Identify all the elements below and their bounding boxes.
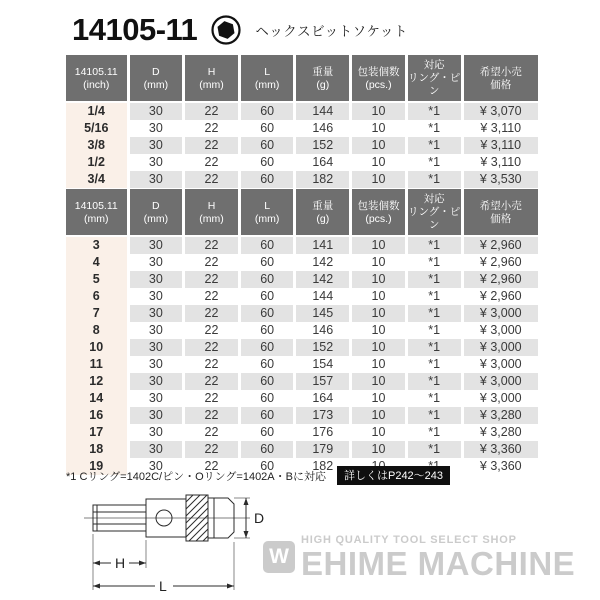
value-cell: 144 [295,288,351,305]
column-header [66,189,128,236]
column-header [406,55,462,102]
column-header [66,55,128,102]
size-cell: 3/8 [66,137,128,154]
value-cell: 10 [351,120,407,137]
column-header-line2: 価格 [490,78,512,91]
value-cell: 30 [128,390,184,407]
value-cell: 60 [239,137,295,154]
value-cell: ¥ 3,000 [462,339,538,356]
dimension-diagram [38,490,288,600]
value-cell: ¥ 2,960 [462,288,538,305]
value-cell: 30 [128,120,184,137]
value-cell: 10 [351,236,407,254]
table-row [66,339,538,356]
column-header-line2: 価格 [490,212,512,225]
value-cell: 30 [128,356,184,373]
value-cell: 10 [351,356,407,373]
table-row [66,271,538,288]
column-header-line2: (mm) [199,78,224,91]
size-cell: 6 [66,288,128,305]
column-header [462,189,538,236]
value-cell: 60 [239,171,295,188]
value-cell: 10 [351,288,407,305]
value-cell: 60 [239,154,295,171]
column-header-line1: H [207,65,216,78]
column-header-line2: (mm) [84,212,109,225]
value-cell: 157 [295,373,351,390]
value-cell: 164 [295,154,351,171]
value-cell: 10 [351,424,407,441]
value-cell: 10 [351,171,407,188]
size-cell: 7 [66,305,128,322]
size-cell: 4 [66,254,128,271]
table-row [66,390,538,407]
table-row [66,322,538,339]
value-cell: 30 [128,271,184,288]
value-cell: 22 [184,236,240,254]
size-cell: 18 [66,441,128,458]
table-row [66,171,538,188]
table-row [66,254,538,271]
value-cell: ¥ 3,280 [462,407,538,424]
watermark-text [301,534,575,580]
size-cell: 3/4 [66,171,128,188]
value-cell: 60 [239,288,295,305]
size-cell: 10 [66,339,128,356]
watermark [263,534,600,580]
column-header [239,189,295,236]
value-cell: 22 [184,288,240,305]
value-cell: *1 [406,424,462,441]
value-cell: 60 [239,407,295,424]
value-cell: 60 [239,390,295,407]
value-cell: 144 [295,102,351,120]
value-cell: 10 [351,271,407,288]
value-cell: 10 [351,154,407,171]
footnote-text: *1 Cリング=1402C/ピン・Oリング=1402A・Bに対応 [66,470,326,483]
value-cell: 10 [351,441,407,458]
value-cell: *1 [406,254,462,271]
table-row [66,236,538,254]
column-header-line2: (mm) [254,212,280,225]
value-cell: 30 [128,154,184,171]
column-header-line1: 対応 [423,193,445,205]
value-cell: 22 [184,407,240,424]
value-cell: 60 [239,458,295,475]
value-cell: *1 [406,339,462,356]
value-cell: 22 [184,171,240,188]
value-cell: 60 [239,102,295,120]
value-cell: ¥ 3,360 [462,441,538,458]
value-cell: 30 [128,339,184,356]
value-cell: 30 [128,236,184,254]
size-cell: 1/4 [66,102,128,120]
value-cell: 141 [295,236,351,254]
value-cell: 22 [184,441,240,458]
value-cell: 60 [239,120,295,137]
column-header-line1: 14105.11 [74,199,118,212]
value-cell: 60 [239,441,295,458]
value-cell: 60 [239,339,295,356]
column-header-line2: リング・ピン [407,206,461,231]
value-cell: ¥ 3,070 [462,102,538,120]
value-cell: 173 [295,407,351,424]
size-cell: 12 [66,373,128,390]
value-cell: 60 [239,254,295,271]
value-cell: *1 [406,407,462,424]
value-cell: 30 [128,424,184,441]
table-row [66,424,538,441]
column-header-line1: D [152,65,160,78]
watermark-logo-icon [263,541,295,573]
value-cell: *1 [406,322,462,339]
value-cell: 30 [128,407,184,424]
column-header-line1: 希望小売 [479,65,522,78]
value-cell: 30 [128,322,184,339]
column-header [351,189,407,236]
value-cell: 30 [128,102,184,120]
value-cell: ¥ 2,960 [462,271,538,288]
watermark-logo-letter: W [269,545,289,568]
dimension-label-d: D [254,510,265,526]
value-cell: ¥ 3,110 [462,120,538,137]
value-cell: ¥ 3,000 [462,305,538,322]
column-header [128,189,184,236]
column-header [184,55,240,102]
value-cell: 30 [128,441,184,458]
value-cell: 182 [295,458,351,475]
value-cell: 60 [239,322,295,339]
dimension-label-h: H [115,555,126,571]
value-cell: 22 [184,424,240,441]
value-cell: 10 [351,322,407,339]
value-cell: 176 [295,424,351,441]
value-cell: *1 [406,137,462,154]
value-cell: *1 [406,356,462,373]
column-header-line2: (g) [316,212,330,225]
table-row [66,356,538,373]
value-cell: 22 [184,390,240,407]
value-cell: 10 [351,137,407,154]
column-header-line2: (mm) [254,78,280,91]
size-cell: 17 [66,424,128,441]
column-header-line1: 包装個数 [357,65,400,78]
value-cell: 22 [184,305,240,322]
title-row [72,12,408,48]
column-header-line2: (pcs.) [365,212,392,225]
value-cell: 152 [295,339,351,356]
value-cell: 146 [295,120,351,137]
table-row [66,288,538,305]
column-header [128,55,184,102]
table-row [66,407,538,424]
value-cell: *1 [406,236,462,254]
value-cell: 182 [295,171,351,188]
value-cell: 10 [351,407,407,424]
footnote [66,466,450,485]
value-cell: 10 [351,102,407,120]
value-cell: 142 [295,271,351,288]
value-cell: 10 [351,254,407,271]
column-header [295,189,351,236]
table-row [66,102,538,120]
spec-table-inch [66,55,538,188]
value-cell: 22 [184,102,240,120]
value-cell: 22 [184,137,240,154]
dimension-label-l: L [159,578,167,594]
value-cell: *1 [406,120,462,137]
column-header-line2: (mm) [143,78,169,91]
size-cell: 16 [66,407,128,424]
value-cell: 10 [351,305,407,322]
column-header-line2: (g) [316,78,330,91]
header-row [66,55,538,102]
column-header-line1: 重量 [312,199,334,212]
value-cell: *1 [406,441,462,458]
value-cell: ¥ 3,110 [462,154,538,171]
value-cell: 22 [184,373,240,390]
value-cell: ¥ 2,960 [462,254,538,271]
product-name: ヘックスビットソケット [255,24,408,39]
value-cell: 30 [128,305,184,322]
value-cell: 152 [295,137,351,154]
value-cell: 30 [128,254,184,271]
spec-table-mm [66,189,538,475]
size-cell: 19 [66,458,128,475]
value-cell: 22 [184,154,240,171]
value-cell: *1 [406,171,462,188]
column-header [295,55,351,102]
column-header-line2: (inch) [83,78,110,91]
value-cell: 30 [128,171,184,188]
value-cell: 10 [351,390,407,407]
value-cell: 164 [295,390,351,407]
column-header-line1: L [264,199,271,212]
value-cell: 22 [184,458,240,475]
table-row [66,120,538,137]
column-header-line2: (mm) [143,212,169,225]
header-row [66,189,538,236]
product-model: 14105-11 [72,12,198,47]
value-cell: 22 [184,322,240,339]
value-cell: *1 [406,154,462,171]
value-cell: 179 [295,441,351,458]
value-cell: ¥ 3,110 [462,137,538,154]
column-header [184,189,240,236]
value-cell: ¥ 3,000 [462,390,538,407]
table-row [66,137,538,154]
spec-table-mm-wrap [66,189,538,475]
size-cell: 5/16 [66,120,128,137]
column-header-line1: 重量 [312,65,334,78]
watermark-tagline: HIGH QUALITY TOOL SELECT SHOP [301,534,517,546]
value-cell: 60 [239,424,295,441]
column-header-line2: リング・ピン [407,72,461,97]
size-cell: 8 [66,322,128,339]
column-header-line2: (pcs.) [365,78,392,91]
column-header-line1: 14105.11 [74,65,118,78]
value-cell: 22 [184,271,240,288]
value-cell: *1 [406,390,462,407]
value-cell: 60 [239,305,295,322]
value-cell: 30 [128,288,184,305]
watermark-brand: EHIME MACHINE [301,545,576,582]
spec-table-inch-wrap [66,55,538,188]
column-header [239,55,295,102]
value-cell: 22 [184,339,240,356]
value-cell: 60 [239,373,295,390]
value-cell: 10 [351,373,407,390]
column-header-line1: H [207,199,216,212]
value-cell: 60 [239,356,295,373]
column-header [406,189,462,236]
value-cell: *1 [406,271,462,288]
value-cell: ¥ 3,000 [462,356,538,373]
size-cell: 11 [66,356,128,373]
size-cell: 3 [66,236,128,254]
value-cell: ¥ 3,530 [462,171,538,188]
value-cell: 142 [295,254,351,271]
value-cell: 22 [184,254,240,271]
value-cell: 30 [128,137,184,154]
hex-socket-icon [210,14,242,46]
value-cell: 30 [128,458,184,475]
value-cell: *1 [406,373,462,390]
value-cell: ¥ 3,360 [462,458,538,475]
table-row [66,373,538,390]
value-cell: 10 [351,339,407,356]
value-cell: 22 [184,356,240,373]
column-header [462,55,538,102]
value-cell: *1 [406,305,462,322]
column-header-line2: (mm) [199,212,224,225]
column-header-line1: 包装個数 [357,199,400,212]
detail-page-badge: 詳しくはP242～243 [337,466,450,485]
value-cell: 22 [184,120,240,137]
value-cell: 154 [295,356,351,373]
column-header-line1: 希望小売 [479,199,522,212]
value-cell: *1 [406,102,462,120]
value-cell: 60 [239,236,295,254]
table-row [66,441,538,458]
value-cell: 60 [239,271,295,288]
value-cell: ¥ 2,960 [462,236,538,254]
column-header [351,55,407,102]
table-row [66,305,538,322]
value-cell: ¥ 3,000 [462,322,538,339]
value-cell: 30 [128,373,184,390]
value-cell: ¥ 3,000 [462,373,538,390]
value-cell: 146 [295,322,351,339]
value-cell: ¥ 3,280 [462,424,538,441]
column-header-line1: D [152,199,160,212]
column-header-line1: L [264,65,271,78]
size-cell: 1/2 [66,154,128,171]
value-cell: 145 [295,305,351,322]
size-cell: 14 [66,390,128,407]
column-header-line1: 対応 [423,59,445,71]
table-row [66,154,538,171]
size-cell: 5 [66,271,128,288]
value-cell: *1 [406,288,462,305]
